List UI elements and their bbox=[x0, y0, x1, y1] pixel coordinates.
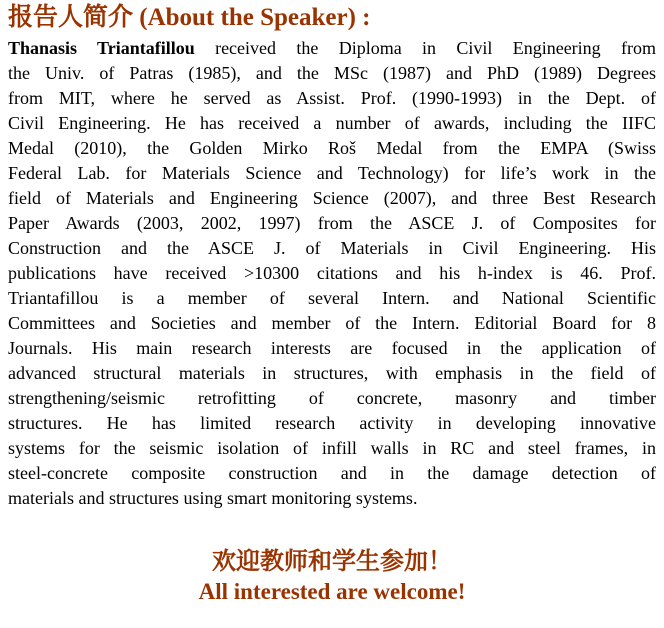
bio-line: advanced structural materials in structures, with emphasis in the field of bbox=[8, 363, 656, 383]
bio-line: Construction and the ASCE J. of Materials in Civil Engineering. His bbox=[8, 238, 656, 258]
bio-line: Federal Lab. for Materials Science and Technology) for life’s work in the bbox=[8, 163, 656, 183]
bio-line bbox=[8, 36, 656, 61]
bio-line: Journals. His main research interests are focused in the application of bbox=[8, 338, 656, 358]
page-title: 报告人简介 (About the Speaker) : bbox=[8, 4, 371, 31]
bio-line: structures. He has limited research activity in developing innovative bbox=[8, 413, 656, 433]
speaker-name: Thanasis Triantafillou bbox=[8, 38, 195, 58]
welcome-footer bbox=[8, 547, 656, 607]
bio-line: Triantafillou is a member of several Intern. and National Scientific bbox=[8, 288, 656, 308]
footer-invite-chinese: 欢迎教师和学生参加！ bbox=[212, 549, 452, 575]
bio-line-text: received the Diploma in Civil Engineering from bbox=[215, 38, 656, 58]
bio-line: Civil Engineering. He has received a number of awards, including the IIFC bbox=[8, 113, 656, 133]
bio-line: materials and structures using smart monitoring systems. bbox=[8, 488, 418, 508]
footer-invite-english: All interested are welcome! bbox=[198, 579, 466, 604]
bio-line: Paper Awards (2003, 2002, 1997) from the ASCE J. of Composites for bbox=[8, 213, 656, 233]
bio-line: steel-concrete composite construction and in the damage detection of bbox=[8, 463, 656, 483]
bio-paragraph bbox=[8, 36, 656, 511]
bio-line: systems for the seismic isolation of infill walls in RC and steel frames, in bbox=[8, 438, 656, 458]
bio-line: Committees and Societies and member of the Intern. Editorial Board for 8 bbox=[8, 313, 656, 333]
bio-line: the Univ. of Patras (1985), and the MSc (1987) and PhD (1989) Degrees bbox=[8, 63, 656, 83]
bio-line: strengthening/seismic retrofitting of concrete, masonry and timber bbox=[8, 388, 656, 408]
bio-line: field of Materials and Engineering Science (2007), and three Best Research bbox=[8, 188, 656, 208]
bio-line: from MIT, where he served as Assist. Prof. (1990-1993) in the Dept. of bbox=[8, 88, 656, 108]
bio-line: Medal (2010), the Golden Mirko Roš Medal from the EMPA (Swiss bbox=[8, 138, 656, 158]
bio-line: publications have received >10300 citations and his h-index is 46. Prof. bbox=[8, 263, 656, 283]
